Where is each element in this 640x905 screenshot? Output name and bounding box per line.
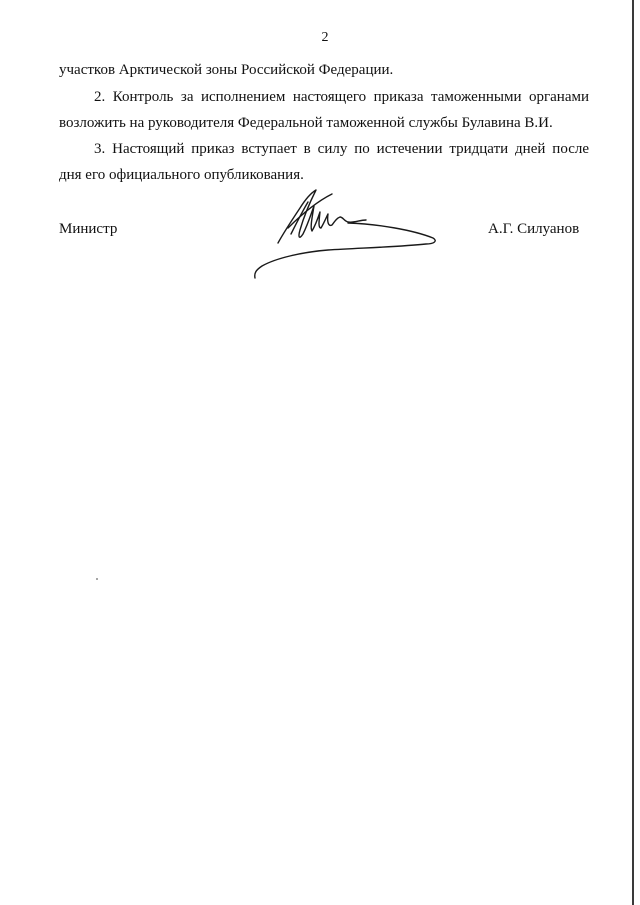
paragraph-3-line-2: дня его официального опубликования. <box>59 167 304 183</box>
paragraph-2-line-1: 2. Контроль за исполнением настоящего приказа таможенными органами <box>94 89 589 105</box>
scan-speck <box>96 578 98 580</box>
paragraph-2-line-2: возложить на руководителя Федеральной таможенной службы Булавина В.И. <box>59 115 553 131</box>
continuation-line: участков Арктической зоны Российской Федерации. <box>59 62 394 78</box>
page-number: 2 <box>321 30 329 45</box>
paragraph-3-line-1: 3. Настоящий приказ вступает в силу по истечении тридцати дней после <box>94 141 589 157</box>
continuation-paragraph <box>59 57 589 83</box>
paragraph-2 <box>59 84 589 136</box>
handwritten-signature-icon <box>248 180 448 280</box>
signatory-name: А.Г. Силуанов <box>488 221 580 237</box>
signatory-position: Министр <box>59 221 118 237</box>
